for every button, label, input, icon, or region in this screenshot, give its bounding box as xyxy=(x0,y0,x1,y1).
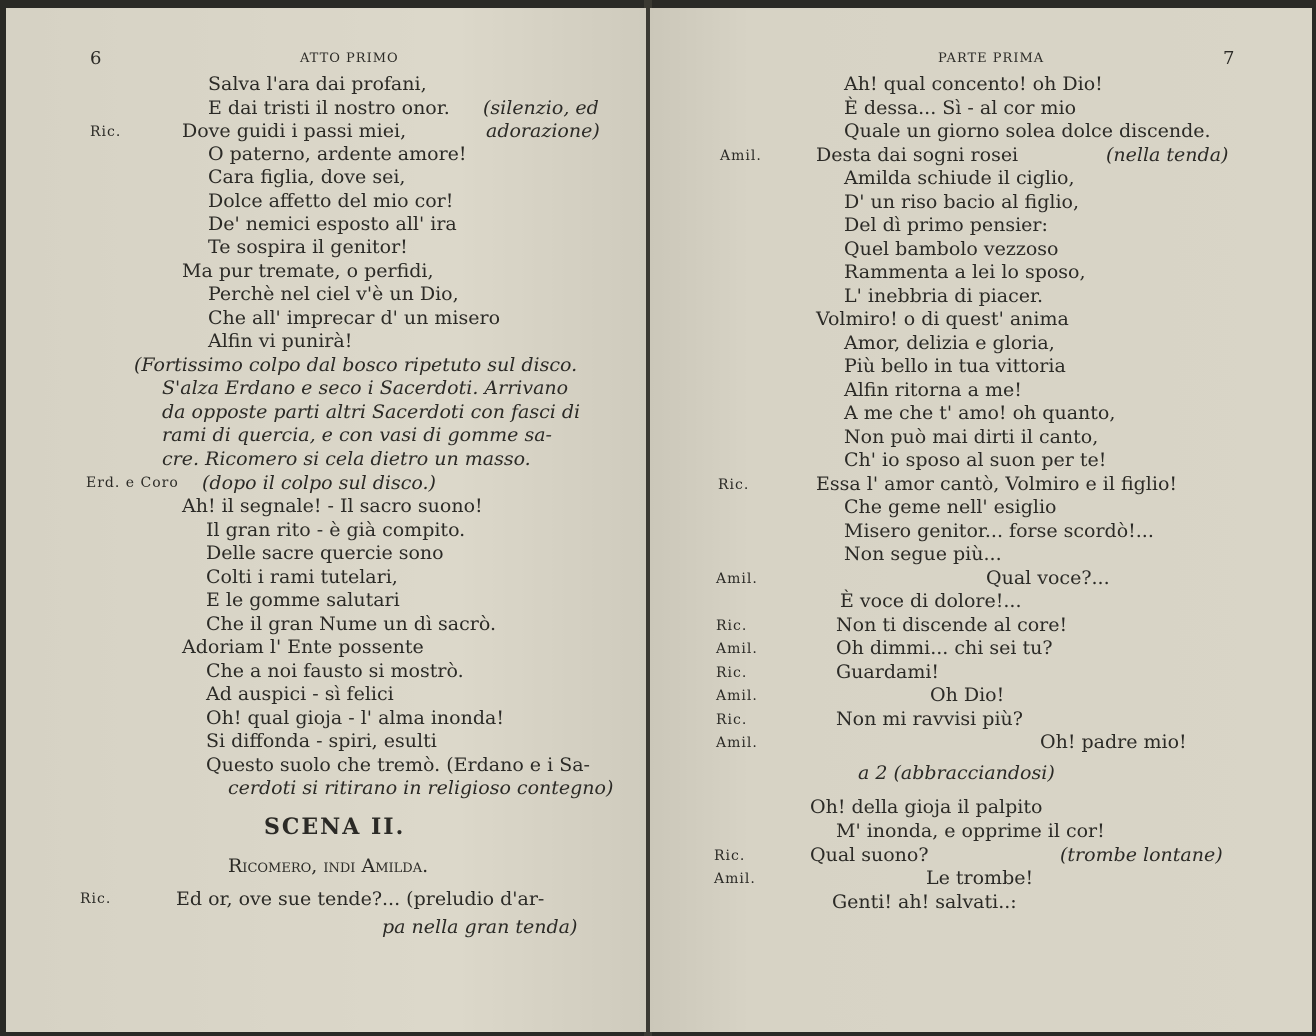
verse-line: Amor, delizia e gloria, xyxy=(844,332,1055,354)
verse-line: Del dì primo pensier: xyxy=(844,214,1048,236)
speaker-label: Ric. xyxy=(90,124,122,140)
verse-line: Si diffonda - spiri, esulti xyxy=(206,730,437,752)
verse-line: De' nemici esposto all' ira xyxy=(208,213,457,235)
verse-line: Essa l' amor cantò, Volmiro e il figlio! xyxy=(816,473,1178,495)
verse-line: Salva l'ara dai profani, xyxy=(208,73,427,95)
page-number: 7 xyxy=(1223,48,1235,69)
verse-line: Adoriam l' Ente possente xyxy=(182,636,424,658)
verse-line: Ad auspici - sì felici xyxy=(206,683,394,705)
verse-line: Il gran rito - è già compito. xyxy=(206,519,466,541)
left-page xyxy=(6,8,646,1032)
verse-line: Quel bambolo vezzoso xyxy=(844,238,1059,260)
verse-line: E dai tristi il nostro onor. xyxy=(208,97,450,119)
verse-line: Questo suolo che tremò. (Erdano e i Sa- xyxy=(206,754,590,776)
stage-direction: da opposte parti altri Sacerdoti con fasci di xyxy=(162,401,581,423)
stage-direction: a 2 (abbracciandosi) xyxy=(858,762,1055,784)
speaker-label: Ric. xyxy=(716,618,748,634)
verse-line: Quale un giorno solea dolce discende. xyxy=(844,120,1211,142)
stage-direction: (dopo il colpo sul disco.) xyxy=(202,472,436,494)
speaker-label: Amil. xyxy=(716,688,758,704)
verse-line: Che geme nell' esiglio xyxy=(844,496,1057,518)
speaker-label: Amil. xyxy=(714,871,756,887)
verse-line: Non mi ravvisi più? xyxy=(836,708,1023,730)
verse-line: Ah! il segnale! - Il sacro suono! xyxy=(182,495,483,517)
verse-line: Delle sacre quercie sono xyxy=(206,542,444,564)
verse-line: Oh! della gioja il palpito xyxy=(810,796,1043,818)
verse-line: Desta dai sogni rosei xyxy=(816,144,1019,166)
verse-line: Misero genitor... forse scordò!... xyxy=(844,520,1154,542)
verse-line: Amilda schiude il ciglio, xyxy=(844,167,1075,189)
verse-line: M' inonda, e opprime il cor! xyxy=(836,820,1105,842)
stage-direction: S'alza Erdano e seco i Sacerdoti. Arrivano xyxy=(162,377,569,399)
scene-title: SCENA II. xyxy=(264,814,406,840)
verse-line: Alfin vi punirà! xyxy=(208,330,353,352)
speaker-label: Ric. xyxy=(80,891,112,907)
verse-line: Non segue più... xyxy=(844,543,1002,565)
verse-line: Rammenta a lei lo sposo, xyxy=(844,261,1086,283)
stage-direction: (silenzio, ed xyxy=(483,97,599,119)
verse-line: Qual suono? xyxy=(810,844,929,866)
verse-line: Perchè nel ciel v'è un Dio, xyxy=(208,283,459,305)
verse-line: Volmiro! o di quest' anima xyxy=(816,308,1069,330)
stage-direction: (Fortissimo colpo dal bosco ripetuto sul disco. xyxy=(134,354,578,376)
verse-line: Ah! qual concento! oh Dio! xyxy=(844,73,1103,95)
speaker-label: Amil. xyxy=(716,571,758,587)
verse-line: D' un riso bacio al figlio, xyxy=(844,191,1079,213)
verse-line: Più bello in tua vittoria xyxy=(844,355,1066,377)
verse-line: Oh! padre mio! xyxy=(1040,731,1187,753)
speaker-label: Ric. xyxy=(716,665,748,681)
verse-line: È dessa... Sì - al cor mio xyxy=(844,97,1077,119)
verse-line: Che il gran Nume un dì sacrò. xyxy=(206,613,497,635)
running-head: PARTE PRIMA xyxy=(938,51,1045,66)
stage-direction: cerdoti si ritirano in religioso contegno) xyxy=(228,777,614,799)
verse-line: Non può mai dirti il canto, xyxy=(844,426,1099,448)
stage-direction: cre. Ricomero si cela dietro un masso. xyxy=(162,448,531,470)
scene-persons: Ricomero, indi Amilda. xyxy=(228,855,429,877)
stage-direction: pa nella gran tenda) xyxy=(382,916,578,938)
page-number: 6 xyxy=(90,48,102,69)
verse-line: Non ti discende al core! xyxy=(836,614,1068,636)
speaker-label: Amil. xyxy=(716,641,758,657)
verse-line: Oh Dio! xyxy=(930,684,1005,706)
verse-line: Alfin ritorna a me! xyxy=(844,379,1022,401)
verse-line: A me che t' amo! oh quanto, xyxy=(844,402,1116,424)
speaker-label: Ric. xyxy=(716,712,748,728)
verse-line: Che a noi fausto si mostrò. xyxy=(206,660,464,682)
verse-line: Dolce affetto del mio cor! xyxy=(208,190,454,212)
verse-line: Dove guidi i passi miei, xyxy=(182,120,407,142)
verse-line: Oh! qual gioja - l' alma inonda! xyxy=(206,707,504,729)
speaker-label: Amil. xyxy=(716,735,758,751)
verse-line: È voce di dolore!... xyxy=(840,590,1022,612)
verse-line: O paterno, ardente amore! xyxy=(208,143,467,165)
verse-line: Ch' io sposo al suon per te! xyxy=(844,449,1107,471)
verse-line: Guardami! xyxy=(836,661,940,683)
verse-line: Te sospira il genitor! xyxy=(208,236,408,258)
verse-line: Genti! ah! salvati..: xyxy=(832,891,1017,913)
stage-direction: (trombe lontane) xyxy=(1060,844,1223,866)
verse-line: E le gomme salutari xyxy=(206,589,400,611)
running-head: ATTO PRIMO xyxy=(300,51,399,66)
verse-line: Che all' imprecar d' un misero xyxy=(208,307,501,329)
stage-direction: rami di quercia, e con vasi di gomme sa- xyxy=(162,424,552,446)
verse-line: Qual voce?... xyxy=(986,567,1110,589)
verse-line: Ma pur tremate, o perfidi, xyxy=(182,260,434,282)
right-page xyxy=(650,8,1312,1032)
speaker-label: Amil. xyxy=(720,148,762,164)
verse-line: Le trombe! xyxy=(926,867,1034,889)
stage-direction: (nella tenda) xyxy=(1106,144,1229,166)
verse-line: Colti i rami tutelari, xyxy=(206,566,398,588)
speaker-label: Ric. xyxy=(714,848,746,864)
verse-line: Cara figlia, dove sei, xyxy=(208,166,406,188)
verse-line: L' inebbria di piacer. xyxy=(844,285,1044,307)
speaker-label: Erd. e Coro xyxy=(86,475,179,491)
verse-line: Oh dimmi... chi sei tu? xyxy=(836,637,1053,659)
speaker-label: Ric. xyxy=(718,477,750,493)
verse-line: Ed or, ove sue tende?... (preludio d'ar- xyxy=(176,888,545,910)
stage-direction: adorazione) xyxy=(486,120,600,142)
